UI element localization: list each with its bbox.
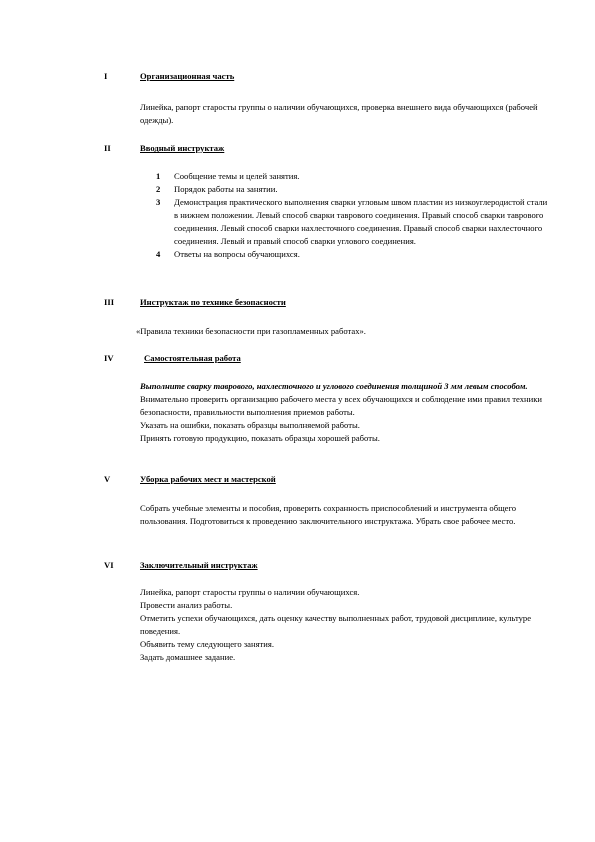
section-4-body (140, 380, 550, 445)
section-2-title: Вводный инструктаж (140, 143, 225, 153)
section-6-number: VI (104, 560, 114, 570)
section-6-paragraph: Объявить тему следующего занятия. (140, 639, 274, 649)
section-1-heading (104, 70, 544, 83)
section-1-body (140, 101, 550, 127)
section-1-title: Организационная часть (140, 71, 235, 81)
section-4-paragraph: Указать на ошибки, показать образцы выполняемой работы. (140, 420, 360, 430)
list-item-text: Порядок работы на занятии. (174, 184, 278, 194)
section-6-paragraph: Линейка, рапорт старосты группы о наличии обучающихся. (140, 587, 360, 597)
section-3-title: Инструктаж по технике безопасности (140, 297, 286, 307)
section-5-number: V (104, 474, 111, 484)
list-item-number: 2 (156, 184, 161, 194)
list-item (150, 170, 550, 183)
section-4-task: Выполните сварку таврового, нахлесточного и углового соединения толщиной 3 мм левым способом. (140, 381, 528, 391)
section-5-body (140, 502, 550, 528)
list-item-number: 3 (156, 197, 161, 207)
list-item (150, 183, 550, 196)
section-6-heading (104, 559, 544, 572)
list-item-text: Сообщение темы и целей занятия. (174, 171, 300, 181)
list-item-text: Демонстрация практического выполнения сварки угловым швом пластин из низкоуглеродистой стали в нижнем положении. Левый способ сварки таврового соединения. Правый способ сварки таврового соединения. Левый способ сварки нахлесточного соединения. Правый способ сварки нахлесточного соединения. Левый и правый способ сварки углового соединения. (174, 197, 548, 246)
section-5-paragraph: Собрать учебные элементы и пособия, проверить сохранность приспособлений и инструмента общего пользования. Подготовиться к проведению заключительного инструктажа. Убрать свое рабочее место. (140, 503, 517, 526)
section-3-quote: «Правила техники безопасности при газопламенных работах». (136, 326, 366, 336)
section-5-heading (104, 473, 544, 486)
section-1-paragraph: Линейка, рапорт старосты группы о наличии обучающихся, проверка внешнего вида обучающихся (рабочей одежды). (140, 102, 538, 125)
section-4-number: IV (104, 353, 114, 363)
list-item-text: Ответы на вопросы обучающихся. (174, 249, 300, 259)
section-4-paragraph: Принять готовую продукцию, показать образцы хорошей работы. (140, 433, 380, 443)
section-2-heading (104, 142, 544, 155)
section-2-number: II (104, 143, 111, 153)
section-2-list (150, 170, 550, 261)
section-4-heading (104, 352, 544, 365)
section-3-heading (104, 296, 544, 309)
section-4-title: Самостоятельная работа (144, 353, 241, 363)
section-6-paragraph: Провести анализ работы. (140, 600, 233, 610)
section-6-paragraph: Отметить успехи обучающихся, дать оценку качеству выполненных работ, трудовой дисциплине, культуре поведения. (140, 613, 532, 636)
list-item (150, 196, 550, 248)
section-4-paragraph: Внимательно проверить организацию рабочего места у всех обучающихся и соблюдение ими правил техники безопасности, правильности выполнения приемов работы. (140, 394, 542, 417)
list-item-number: 4 (156, 249, 161, 259)
section-6-title: Заключительный инструктаж (140, 560, 258, 570)
section-1-number: I (104, 71, 108, 81)
section-5-title: Уборка рабочих мест и мастерской (140, 474, 276, 484)
section-6-body (140, 586, 550, 664)
section-6-paragraph: Задать домашнее задание. (140, 652, 236, 662)
list-item (150, 248, 550, 261)
section-3-number: III (104, 297, 115, 307)
list-item-number: 1 (156, 171, 161, 181)
